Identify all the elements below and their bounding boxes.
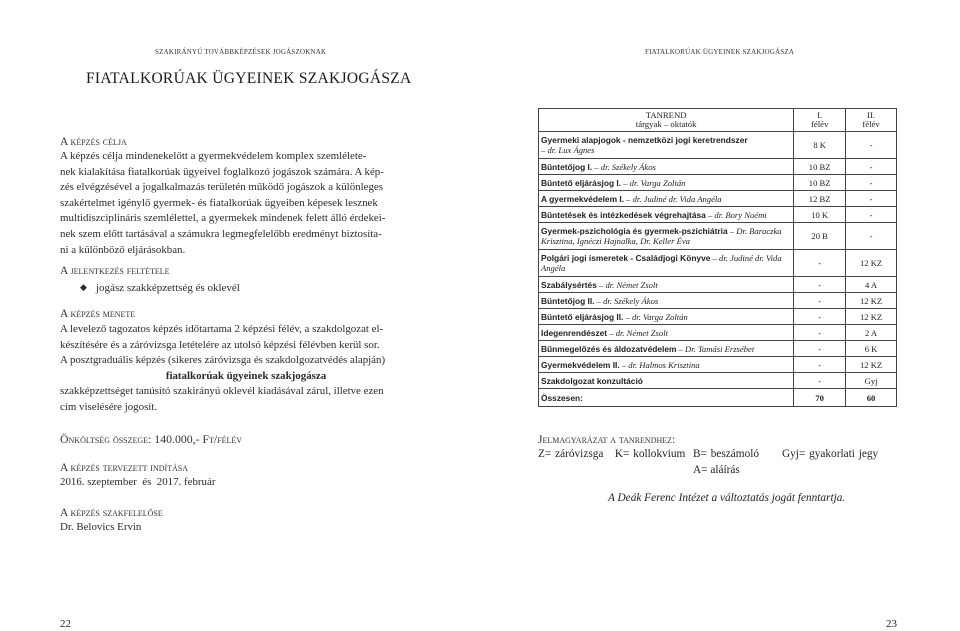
course-heading: A képzés menete <box>60 308 136 320</box>
semester-1-value: 12 BZ <box>794 191 846 207</box>
table-row <box>539 207 897 223</box>
course-teacher: Dr. Baraczka Krisztina, Ignéczi Hajnalka, Dr. Keller Éva <box>541 226 782 246</box>
semester-1-value: - <box>794 373 846 389</box>
course-teacher: dr. Székely Ákos <box>603 295 659 306</box>
course-cell <box>539 293 794 309</box>
course-subject: Idegenrendészet <box>541 327 608 338</box>
table-row <box>539 373 897 389</box>
course-subject: Büntetőjog II. <box>541 295 595 306</box>
course-subject: Bűnmegelőzés és áldozatvédelem <box>541 343 677 354</box>
course-separator: – <box>621 177 630 188</box>
table-row <box>539 175 897 191</box>
course-cell <box>539 159 794 175</box>
course-cell <box>539 132 794 159</box>
course-separator: – <box>727 226 737 236</box>
course-teacher: dr. Varga Zoltán <box>629 177 686 188</box>
semester-1-value: 10 BZ <box>794 175 846 191</box>
course-teacher: dr. Judiné dr. Vida Angéla <box>541 253 782 273</box>
table-row <box>539 309 897 325</box>
goal-paragraph <box>60 149 424 258</box>
semester-1-value: 20 B <box>794 223 846 250</box>
course-teacher: dr. Német Zsolt <box>605 279 658 290</box>
semester-2-label: félév <box>862 119 880 129</box>
course-teacher: dr. Német Zsolt <box>615 327 668 338</box>
course-paragraph <box>60 322 432 416</box>
course-separator: – <box>676 343 686 354</box>
course-separator: – <box>607 327 616 338</box>
total-semester-2: 60 <box>846 389 897 407</box>
course-separator: – <box>619 359 629 370</box>
semester-2-value: - <box>846 223 897 250</box>
course-separator: – <box>592 161 601 172</box>
diamond-bullet-icon: ◆ <box>80 282 87 292</box>
semester-1-value: - <box>794 277 846 293</box>
course-cell <box>539 223 794 250</box>
disclaimer-note: A Deák Ferenc Intézet a változtatás jogát fenntartja. <box>608 492 846 504</box>
course-teacher: dr. Székely Ákos <box>600 161 656 172</box>
course-line: szakképzettséget tanúsító szakirányú oklevél kiadásával zárul, illetve ezen <box>60 385 384 398</box>
lead-value: Dr. Belovics Ervin <box>60 521 142 533</box>
semester-1-value: - <box>794 325 846 341</box>
course-subject: Büntető eljárásjog I. <box>541 177 622 188</box>
entry-heading: A jelentkezés feltétele <box>60 265 170 277</box>
semester-1-value: - <box>794 341 846 357</box>
course-separator: – <box>705 209 715 220</box>
course-subject: Gyermeki alapjogok - nemzetközi jogi keretrendszer <box>541 135 748 145</box>
semester-1-header <box>794 109 846 132</box>
course-cell <box>539 373 794 389</box>
semester-2-header <box>846 109 897 132</box>
running-header-left: SZAKIRÁNYÚ TOVÁBBKÉPZÉSEK JOGÁSZOKNAK <box>155 48 327 56</box>
semester-1-value: - <box>794 250 846 277</box>
course-teacher: dr. Halmos Krisztina <box>628 359 700 370</box>
start-heading: A képzés tervezett indítása <box>60 462 189 474</box>
course-cell <box>539 357 794 373</box>
entry-bullet-text: jogász szakképzettség és oklevél <box>96 282 240 294</box>
course-line: A levelező tagozatos képzés időtartama 2 képzési félév, a szakdolgozat el- <box>60 323 384 335</box>
table-row <box>539 191 897 207</box>
table-row <box>539 293 897 309</box>
table-row <box>539 325 897 341</box>
semester-1-value: - <box>794 309 846 325</box>
course-separator: – <box>710 253 720 263</box>
goal-line: A képzés célja mindenekelőtt a gyermekvédelem komplex szemlélete- <box>60 150 367 162</box>
goal-line: multidiszciplináris szemlélettel, a gyermekek mindenek felett álló érdekei- <box>60 212 386 225</box>
course-cell <box>539 191 794 207</box>
semester-2-value: - <box>846 132 897 159</box>
goal-line: nek kialakítása fiatalkorúak ügyeivel foglalkozó jogászok számára. A kép- <box>60 165 384 178</box>
goal-heading: A képzés célja <box>60 136 127 148</box>
fee-text: Önköltség összege: 140.000,- Ft/félév <box>60 432 243 446</box>
course-subject: Gyermekvédelem II. <box>541 359 620 370</box>
table-row <box>539 159 897 175</box>
semester-2-number: II. <box>867 109 876 120</box>
total-semester-1: 70 <box>794 389 846 407</box>
course-separator: – <box>624 193 633 204</box>
page-number-right: 23 <box>886 618 897 630</box>
semester-2-value: 6 K <box>846 341 897 357</box>
semester-2-value: 12 KZ <box>846 293 897 309</box>
semester-2-value: - <box>846 191 897 207</box>
semester-2-value: 12 KZ <box>846 250 897 277</box>
course-separator: – <box>594 295 604 306</box>
course-cell <box>539 250 794 277</box>
legend-heading: Jelmagyarázat a tanrendhez: <box>538 434 676 446</box>
semester-1-label: félév <box>810 119 829 129</box>
table-header-title <box>539 109 794 132</box>
goal-line: ni a különböző eljárásokban. <box>60 243 186 256</box>
course-cell <box>539 277 794 293</box>
total-label: Összesen: <box>539 389 794 407</box>
entry-bullet-item <box>80 282 240 294</box>
start-value: 2016. szeptember és 2017. február <box>60 476 216 488</box>
course-teacher: Dr. Tamási Erzsébet <box>685 343 755 354</box>
semester-1-number: I. <box>817 109 823 120</box>
course-cell <box>539 325 794 341</box>
table-row <box>539 132 897 159</box>
goal-line: nek szem előtt tartásával a számukra legmegfelelőbb eredményt biztosíta- <box>60 227 382 240</box>
course-teacher: dr. Judiné dr. Vida Angéla <box>632 193 722 204</box>
semester-1-value: - <box>794 293 846 309</box>
course-subject: A gyermekvédelem I. <box>541 193 625 204</box>
semester-2-value: 4 A <box>846 277 897 293</box>
course-cell <box>539 309 794 325</box>
table-row <box>539 223 897 250</box>
semester-2-value: - <box>846 175 897 191</box>
course-subject: Polgári jogi ismeretek - Családjogi Könyve <box>541 253 711 263</box>
course-subject: Büntető eljárásjog II. <box>541 311 624 322</box>
semester-2-value: 12 KZ <box>846 357 897 373</box>
course-line: készítésére és a záróvizsga letételére az utolsó képzési félévben kerül sor. <box>60 338 380 351</box>
course-subject: Büntetőjog I. <box>541 161 593 172</box>
semester-2-value: 2 A <box>846 325 897 341</box>
legend-line-2: A= aláírás <box>693 464 740 476</box>
semester-2-value: Gyj <box>846 373 897 389</box>
course-subject: Szakdolgozat konzultáció <box>541 375 643 386</box>
page-title: FIATALKORÚAK ÜGYEINEK SZAKJOGÁSZA <box>86 70 412 87</box>
semester-2-value: - <box>846 159 897 175</box>
course-line: cím viselésére jogosít. <box>60 400 158 413</box>
semester-2-value: 12 KZ <box>846 309 897 325</box>
running-header-right: FIATALKORÚAK ÜGYEINEK SZAKJOGÁSZA <box>645 48 795 56</box>
page-number-left: 22 <box>60 618 71 630</box>
course-subject: Büntetések és intézkedések végrehajtása <box>541 209 706 220</box>
goal-line: szakértelmet igénylő gyermek- és fiatalkorúak ügyeiben képesek lesznek <box>60 196 378 209</box>
course-cell <box>539 207 794 223</box>
table-row <box>539 341 897 357</box>
semester-2-value: - <box>846 207 897 223</box>
semester-1-value: 8 K <box>794 132 846 159</box>
table-row <box>539 250 897 277</box>
course-cell <box>539 341 794 357</box>
table-subtitle: tárgyak – oktatók <box>635 119 697 129</box>
course-cell <box>539 175 794 191</box>
total-row <box>539 389 897 407</box>
course-teacher: dr. Bory Noémi <box>714 209 767 220</box>
course-subject: Szabálysértés <box>541 279 597 290</box>
lead-heading: A képzés szakfelelőse <box>60 507 163 519</box>
curriculum-table <box>538 108 897 407</box>
semester-1-value: 10 BZ <box>794 159 846 175</box>
course-separator: – <box>623 311 632 322</box>
course-separator: – <box>596 279 606 290</box>
qualification-name: fiatalkorúak ügyeinek szakjogásza <box>165 369 327 382</box>
course-teacher: – dr. Lux Ágnes <box>541 145 595 155</box>
course-subject: Gyermek-pszichológia és gyermek-pszichiátria <box>541 226 728 236</box>
goal-line: zés elvégzésével a jogalkalmazás területén működő jogászok a különleges <box>60 181 383 194</box>
semester-1-value: 10 K <box>794 207 846 223</box>
legend-line-1: Z= záróvizsga K= kollokvium B= beszámoló Gyj= gyakorlati jegy <box>538 448 879 460</box>
semester-1-value: - <box>794 357 846 373</box>
table-row <box>539 277 897 293</box>
table-header-row <box>539 109 897 132</box>
table-title: TANREND <box>645 109 687 120</box>
course-line: A posztgraduális képzés (sikeres záróvizsga és szakdolgozatvédés alapján) <box>60 354 386 367</box>
table-row <box>539 357 897 373</box>
course-teacher: dr. Varga Zoltán <box>631 311 688 322</box>
